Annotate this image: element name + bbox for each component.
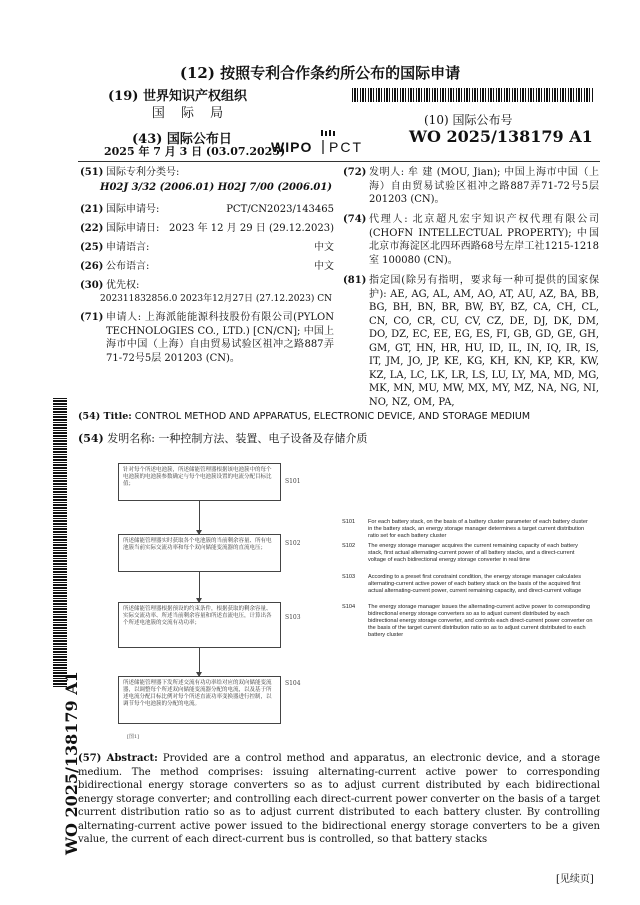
flow-step-label: S104 xyxy=(285,680,301,687)
figure-caption: [图1] xyxy=(127,734,140,740)
abstract xyxy=(78,752,600,847)
abstract-text: Provided are a control method and apparatus, an electronic device, and a storage medium. The method comprises: issuing alternating-current active power to corresponding bidirectional energy storage converters so as to adjust current distributed by each bidirectional energy storage converter; and controlling each direct-current power converter on the basis of a target current distribution ratio so as to adjust current distributed to each battery cluster. By controlling alternating-current active power issued to the bidirectional energy storage converters to be a given value, the current of each direct-current bus is controlled, so that battery stacks xyxy=(78,753,600,845)
header-divider xyxy=(78,161,600,162)
field-74: (74) 代理人: 北京超凡宏宇知识产权代理有限公司(CHOFN INTELLECTUAL PROPERTY); 中国北京市海淀区北四环西路68号左岸工社1215-1218室 100080 (CN)。 xyxy=(343,214,599,266)
wipo-pct-logo xyxy=(271,130,391,160)
priority-data: 202311832856.0 2023年12月27日 (27.12.2023) CN xyxy=(100,294,333,304)
organization-name xyxy=(108,88,247,122)
legend-entry: S102 The energy storage manager acquires the current remaining capacity of each battery stack, first actual alternating-current power of all battery stacks, and a direct-current voltage of each bidirectional energy storage converter in real time xyxy=(342,543,578,563)
flow-step-box: 所述储能管理器下发所述交流有功功率给对应的双向储能变流器，以调整每个所述双向储能变流器分配的电流，以及基于所述电流分配目标比例对每个所述直流功率变换器进行控制，以调节每个电池簇的分配的电流。 xyxy=(118,676,281,724)
flow-arrow xyxy=(199,501,200,534)
org-number: (19) xyxy=(108,89,139,104)
legend-entry: S103 According to a preset first constraint condition, the energy storage manager calculates alternating-current active power of each battery stack on the basis of the acquired first actual alternating-current power, current remaining capacity, and direct-current voltage xyxy=(342,574,582,594)
org-line1: 世界知识产权组织 xyxy=(142,89,247,104)
flow-step-box: 针对每个所述电池簇，所述储能管理器根据该电池簇中的每个电池簇的电池簇参数确定与每个电池簇设置的电流分配目标比值； xyxy=(118,463,281,501)
field-81: (81) 指定国(除另有指明，要求每一种可提供的国家保护): AE, AG, AL, AM, AO, AT, AU, AZ, BA, BB, BG, BH, BN, BR, BW, BY, BZ, CA, CH, CL, CN, CO, CR, CU, CV, CZ, DE, DJ, DK, DM, DO, DZ, EC, EE, EG, ES, FI, GB, GD, GE, GH, GM, GT, HN, HR, HU, ID, IL, IN, IQ, IR, IS, IT, JM, JO, JP, KE, KG, KH, KN, KP, KR, KW, KZ, LA, LC, LK, LR, LS, LU, LY, MA, MD, MG, MK, MN, MU, MW, MX, MY, MZ, NA, NG, NI, NO, NZ, OM, PA, xyxy=(343,275,599,408)
svg-text:PCT: PCT xyxy=(329,139,363,155)
bibliographic-right-column xyxy=(343,166,599,408)
flow-step-label: S103 xyxy=(285,614,301,621)
document-title: (12) 按照专利合作条约所公布的国际申请 xyxy=(179,64,461,82)
publication-number-label: (10) 国际公布号 xyxy=(424,113,513,127)
side-publication-number: WO 2025/138179 A1 xyxy=(62,671,81,855)
field-71: (71) 申请人: 上海派能能源科技股份有限公司(PYLON TECHNOLOGIES CO., LTD.) [CN/CN]; 中国上海市中国（上海）自由贸易试验区祖冲之路887弄71-72号5层 201203 (CN)。 xyxy=(80,312,334,364)
legend-entry: S101 For each battery stack, on the basis of a battery cluster parameter of each battery cluster in the battery stack, an energy storage manager determines a target current distribution ratio set for each battery cluster xyxy=(342,519,588,539)
flow-arrow xyxy=(199,648,200,676)
ipc-codes: H02J 3/32 (2006.01) H02J 7/00 (2006.01) xyxy=(100,182,333,193)
org-line2: 国 际 局 xyxy=(151,106,230,121)
title-english: (54) Title: CONTROL METHOD AND APPARATUS, ELECTRONIC DEVICE, AND STORAGE MEDIUM xyxy=(78,411,531,422)
field-72: (72) 发明人: 牟 建 (MOU, Jian); 中国上海市中国（上海）自由贸易试验区祖冲之路887弄71-72号5层 201203 (CN)。 xyxy=(343,167,599,205)
publication-date-label: (43) 国际公布日 xyxy=(132,132,232,147)
flow-arrow xyxy=(199,572,200,602)
publication-date: 2025 年 7 月 3 日 (03.07.2025) xyxy=(104,145,286,158)
continued-marker: [见续页] xyxy=(556,874,594,885)
svg-text:WIPO: WIPO xyxy=(271,139,313,155)
abstract-label: (57) Abstract: xyxy=(78,753,158,764)
barcode-side xyxy=(53,398,67,688)
publication-number: WO 2025/138179 A1 xyxy=(409,127,593,146)
bibliographic-left-column: (51) 国际专利分类号: H02J 3/32 (2006.01) H02J 7/00 (2006.01) (21) 国际申请号: PCT/CN2023/143465 (22) 国际申请日: 2023 年 12 月 29 日 (29.12.2023) (25) 申请语言: 中文 (26) 公布语言: 中文 (30) 优先权: 202311832856.0 2023年12月27日 (27.12.2023) CN (71) 申请人: 上海派能能源科技股份有限公司(PYLON TECHNOLOGIES CO., LTD.) [CN/CN]; 中国上海市中国（上海）自由贸易试验区祖冲之路887弄71-72号5层 201203 (CN)。 xyxy=(80,167,334,364)
flow-step-box: 所述储能管理器实时获取各个电池簇的当前剩余容量、所有电池簇当前实际交流功率和每个双向储能变流器的直流电压； xyxy=(118,534,281,572)
flow-step-box: 所述储能管理器根据预设的约束条件，根据获取的剩余容量、实际交流功率、所述当前剩余容量和所述直流电压，计算出各个所述电池簇的交流有功功率； xyxy=(118,602,281,648)
flow-step-label: S101 xyxy=(285,478,301,485)
barcode-top xyxy=(352,88,594,102)
title-chinese: (54) 发明名称: 一种控制方法、装置、电子设备及存储介质 xyxy=(78,432,368,445)
legend-entry: S104 The energy storage manager issues the alternating-current active power to corresponding bidirectional energy storage converters so as to adjust current distributed by each bidirectional energy storage converter, and controls each direct-current power converter on the basis of the target current distribution ratio so as to adjust current distributed to each battery cluster xyxy=(342,604,593,638)
flow-step-label: S102 xyxy=(285,540,301,547)
